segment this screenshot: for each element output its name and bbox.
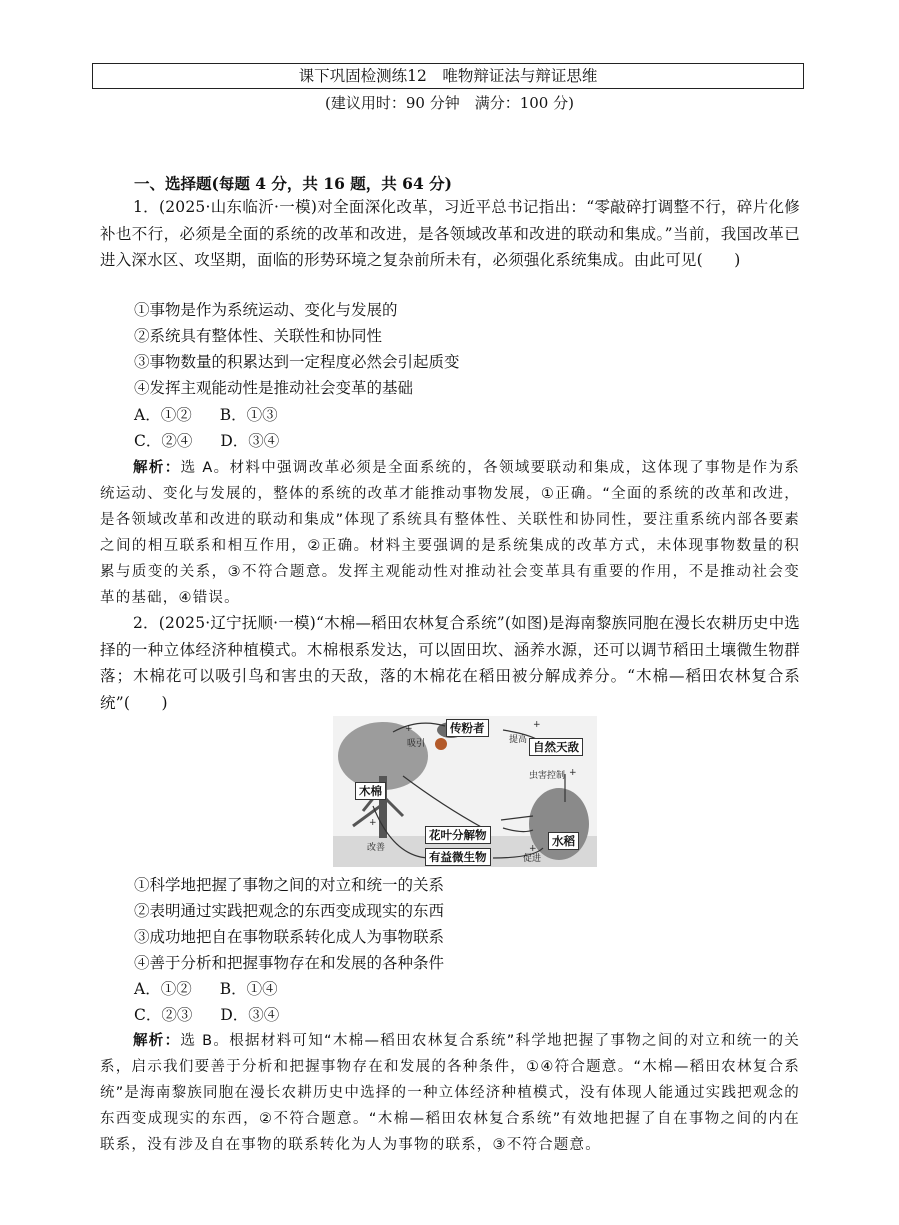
question-1-option-1: ①事物是作为系统运动、变化与发展的 <box>134 301 398 319</box>
node-beneficial-microbes: 有益微生物 <box>425 848 491 866</box>
question-2-option-1: ①科学地把握了事物之间的对立和统一的关系 <box>134 876 445 894</box>
plus-sign: + <box>529 844 537 854</box>
analysis-label: 解析： <box>133 1032 181 1049</box>
edge-increase: 提高 <box>509 735 528 745</box>
plus-sign: + <box>569 768 577 778</box>
edge-attract: 吸引 <box>407 739 426 749</box>
choice-a[interactable]: A．①② <box>134 980 192 998</box>
question-1-option-2: ②系统具有整体性、关联性和协同性 <box>134 327 383 345</box>
question-2-option-2: ②表明通过实践把观念的东西变成现实的东西 <box>134 902 445 920</box>
question-1-option-4: ④发挥主观能动性是推动社会变革的基础 <box>134 379 414 397</box>
question-1-analysis <box>100 455 800 611</box>
node-rice: 水稻 <box>548 832 579 850</box>
section-heading: 一、选择题(每题 4 分，共 16 题，共 64 分) <box>134 174 452 193</box>
question-2-analysis <box>100 1028 800 1158</box>
choice-b[interactable]: B．①④ <box>219 980 278 998</box>
plus-sign: + <box>533 720 541 730</box>
analysis-text: 选 B。根据材料可知“木棉—稻田农林复合系统”科学地把握了事物之间的对立和统一的关系，启示我们要善于分析和把握事物存在和发展的各种条件，①④符合题意。“木棉—稻田农林复合系统”是海南黎族同胞在漫长农耕历史中选择的一种立体经济种植模式，没有体现人能通过实践把观念的东西变成现实的东西，②不符合题意。“木棉—稻田农林复合系统”有效地把握了自在事物之间的内在联系，没有涉及自在事物的联系转化为人为事物的联系，③不符合题意。 <box>100 1033 800 1153</box>
choice-d[interactable]: D．③④ <box>220 432 280 450</box>
question-2-option-3: ③成功地把自在事物联系转化成人为事物联系 <box>134 928 445 946</box>
question-2-stem: 2．(2025·辽宁抚顺·一模)“木棉—稻田农林复合系统”(如图)是海南黎族同胞在漫长农耕历史中选择的一种立体经济种植模式。木棉根系发达，可以固田坎、涵养水源，还可以调节稻田土壤微生物群落；木棉花可以吸引鸟和害虫的天敌，落的木棉花在稻田被分解成养分。“木棉—稻田农林复合系统”( ) <box>100 614 801 712</box>
question-2-choices-row-2 <box>134 1002 279 1028</box>
choice-c[interactable]: C．②④ <box>134 432 193 450</box>
choice-a[interactable]: A．①② <box>134 406 192 424</box>
question-1-stem: 1．(2025·山东临沂·一模)对全面深化改革，习近平总书记指出：“零敲碎打调整不行，碎片化修补也不行，必须是全面的系统的改革和改进，是各领域改革和改进的联动和集成。”当前，我国改革已进入深水区、攻坚期，面临的形势环境之复杂前所未有，必须强化系统集成。由此可见( ) <box>100 198 800 269</box>
choice-b[interactable]: B．①③ <box>219 406 278 424</box>
plus-sign: + <box>405 724 413 734</box>
mumian-rice-system-diagram <box>333 716 597 867</box>
time-score-note: (建议用时：90 分钟 满分：100 分) <box>325 94 574 112</box>
question-2-choices-row-1 <box>134 976 278 1002</box>
node-flower-leaf-decomposition: 花叶分解物 <box>425 826 491 844</box>
page-title: 课下巩固检测练12 唯物辩证法与辩证思维 <box>92 63 804 89</box>
choice-c[interactable]: C．②③ <box>134 1006 193 1024</box>
question-1-option-3: ③事物数量的积累达到一定程度必然会引起质变 <box>134 353 460 371</box>
plus-sign: + <box>369 818 377 828</box>
question-2-option-4: ④善于分析和把握事物存在和发展的各种条件 <box>134 954 445 972</box>
node-natural-enemy: 自然天敌 <box>529 738 583 756</box>
analysis-label: 解析： <box>133 459 181 476</box>
analysis-text: 选 A。材料中强调改革必须是全面系统的，各领域要联动和集成，这体现了事物是作为系统运动、变化与发展的，整体的系统的改革才能推动事物发展，①正确。“全面的系统的改革和改进，是各领域改革和改进的联动和集成”体现了系统具有整体性、关联性和协同性，要注重系统内部各要素之间的相互联系和相互作用，②正确。材料主要强调的是系统集成的改革方式，未体现事物数量的积累与质变的关系，③不符合题意。发挥主观能动性对推动社会变革具有重要的作用，不是推动社会变革的基础，④错误。 <box>100 460 800 606</box>
edge-pest-control: 虫害控制 <box>529 771 566 781</box>
node-mumian: 木棉 <box>355 782 386 800</box>
edge-improve: 改善 <box>367 843 386 853</box>
question-1-choices-row-1 <box>134 402 278 428</box>
question-1-choices-row-2 <box>134 428 279 454</box>
node-pollinator: 传粉者 <box>446 719 489 737</box>
choice-d[interactable]: D．③④ <box>220 1006 280 1024</box>
edge-promote: 促进 <box>523 854 542 864</box>
